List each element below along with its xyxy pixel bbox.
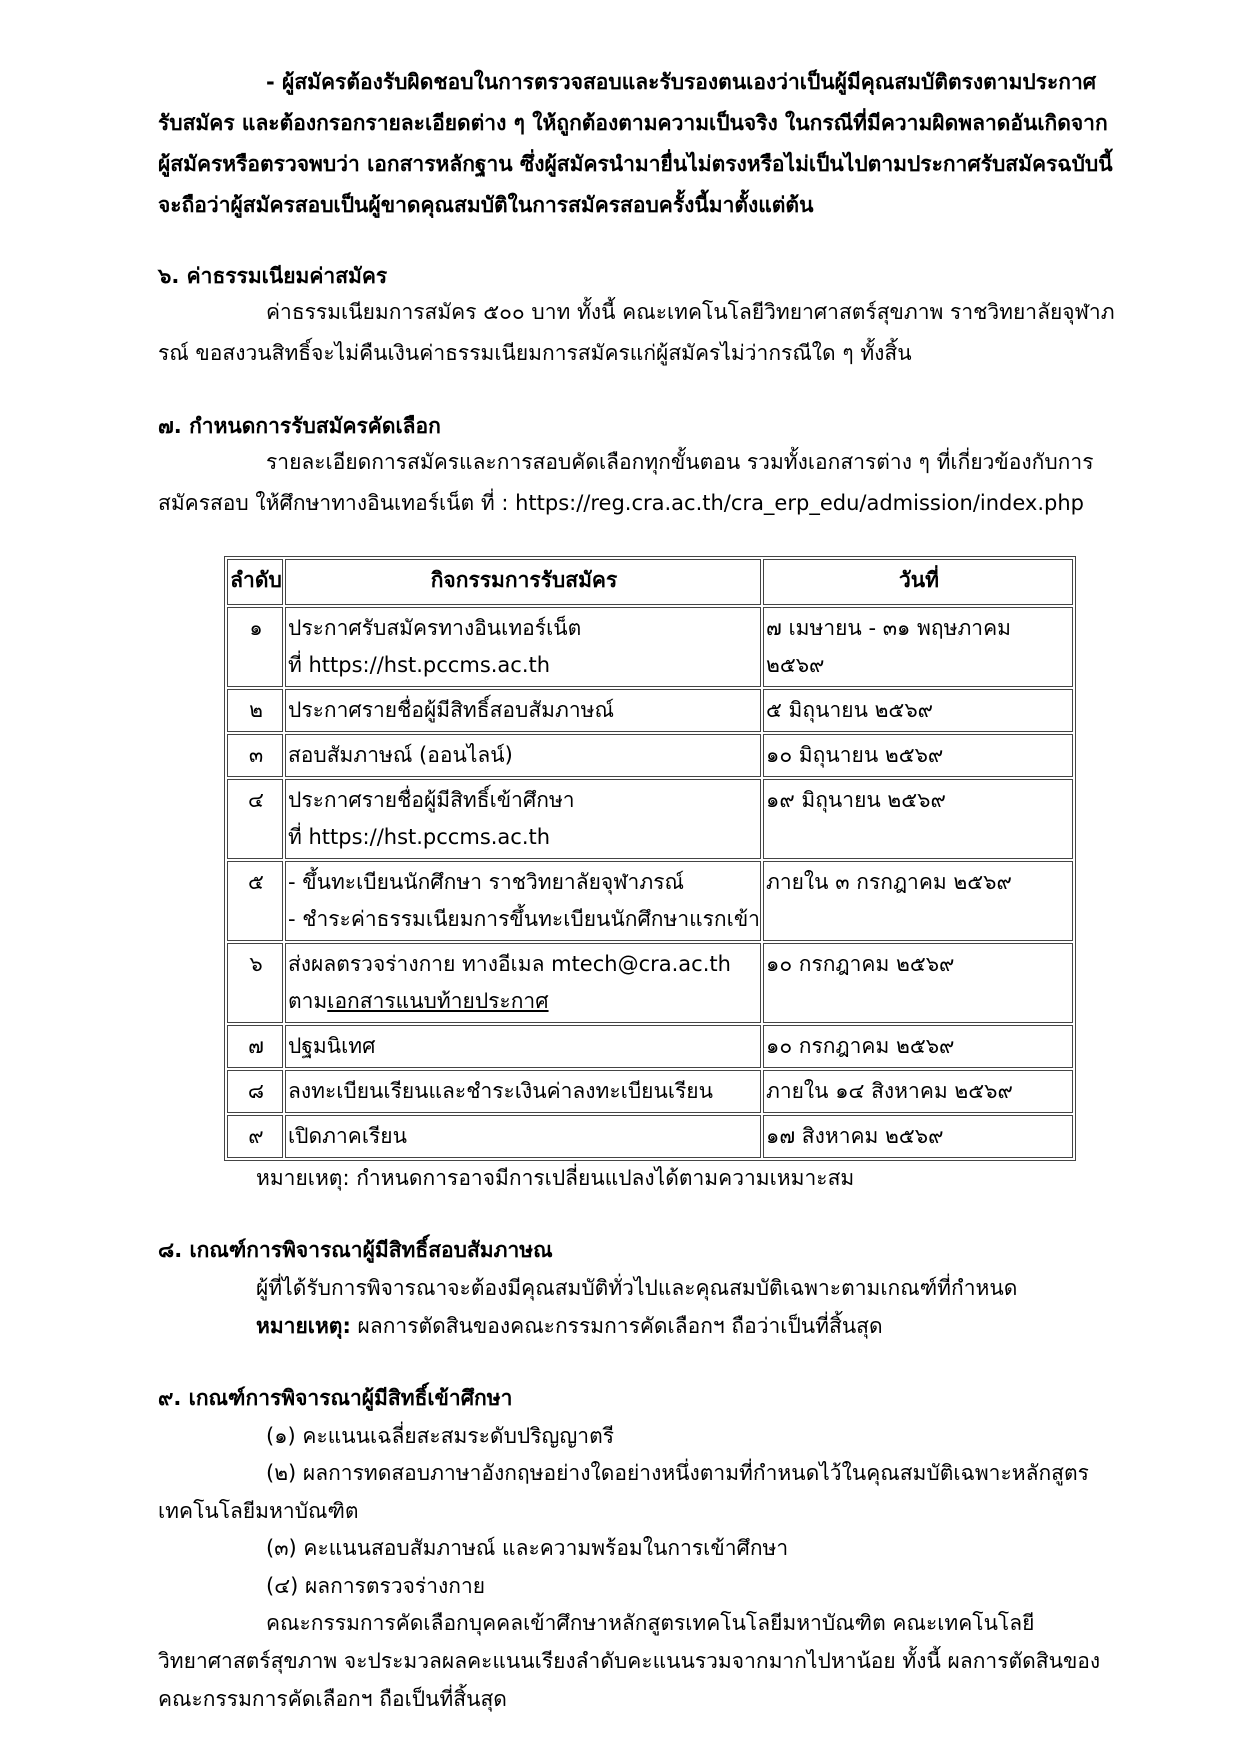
header-no: ลำดับ [227, 559, 283, 605]
activity-line: ที่ https://hst.pccms.ac.th [287, 653, 551, 677]
activity-prefix: ตาม [287, 989, 328, 1013]
row-date: ๑๐ กรกฎาคม ๒๕๖๙ [763, 943, 1073, 1023]
row-activity [285, 1115, 761, 1158]
row-date: ๗ เมษายน - ๓๑ พฤษภาคม ๒๕๖๙ [763, 607, 1073, 687]
section9-item-3: (๓) คะแนนสอบสัมภาษณ์ และความพร้อมในการเข้าศึกษา [266, 1536, 789, 1560]
table-header-row [227, 559, 1073, 605]
table-row [227, 779, 1073, 859]
row-activity [285, 607, 761, 687]
activity-line: ประกาศรับสมัครทางอินเทอร์เน็ต [287, 616, 582, 640]
row-date: ภายใน ๑๔ สิงหาคม ๒๕๖๙ [763, 1070, 1073, 1113]
section8-body: ผู้ที่ได้รับการพิจารณาจะต้องมีคุณสมบัติทั่วไปและคุณสมบัติเฉพาะตามเกณฑ์ที่กำหนด [256, 1276, 1018, 1300]
row-no: ๙ [227, 1115, 283, 1158]
section6-body: ค่าธรรมเนียมการสมัคร ๕๐๐ บาท ทั้งนี้ คณะเทคโนโลยีวิทยาศาสตร์สุขภาพ ราชวิทยาลัยจุฬาภรณ์ ขอสงวนสิทธิ์จะไม่คืนเงินค่าธรรมเนียมการสมัครแก่ผู้สมัครไม่ว่ากรณีใด ๆ ทั้งสิ้น [158, 300, 1115, 365]
note-label: หมายเหตุ: [256, 1314, 351, 1338]
row-activity [285, 779, 761, 859]
section6-heading: ๖. ค่าธรรมเนียมค่าสมัคร [158, 264, 388, 288]
row-no: ๔ [227, 779, 283, 859]
row-activity [285, 1070, 761, 1113]
attachment-link[interactable]: เอกสารแนบท้ายประกาศ [327, 989, 549, 1013]
activity-line: ประกาศรายชื่อผู้มีสิทธิ์สอบสัมภาษณ์ [287, 698, 614, 722]
section7-body: รายละเอียดการสมัครและการสอบคัดเลือกทุกขั้นตอน รวมทั้งเอกสารต่าง ๆ ที่เกี่ยวข้องกับการสมัครสอบ ให้ศึกษาทางอินเทอร์เน็ต ที่ : https://reg.cra.ac.th/cra_erp_edu/admission/index.php [158, 450, 1094, 515]
table-note: หมายเหตุ: กำหนดการอาจมีการเปลี่ยนแปลงได้ตามความเหมาะสม [256, 1166, 855, 1190]
table-row [227, 689, 1073, 732]
activity-line [288, 983, 760, 1020]
activity-line: ส่งผลตรวจร่างกาย ทางอีเมล mtech@cra.ac.th [287, 952, 731, 976]
intro-paragraph: - ผู้สมัครต้องรับผิดชอบในการตรวจสอบและรับรองตนเองว่าเป็นผู้มีคุณสมบัติตรงตามประกาศรับสมัคร และต้องกรอกรายละเอียดต่าง ๆ ให้ถูกต้องตามความเป็นจริง ในกรณีที่มีความผิดพลาดอันเกิดจากผู้สมัครหรือตรวจพบว่า เอกสารหลักฐาน ซึ่งผู้สมัครนำมายื่นไม่ตรงหรือไม่เป็นไปตามประกาศรับสมัครฉบับนี้ จะถือว่าผู้สมัครสอบเป็นผู้ขาดคุณสมบัติในการสมัครสอบครั้งนี้มาตั้งแต่ต้น [158, 70, 1113, 217]
row-no: ๑ [227, 607, 283, 687]
row-no: ๓ [227, 734, 283, 777]
table-row [227, 861, 1073, 941]
section9-item-4: (๔) ผลการตรวจร่างกาย [266, 1574, 486, 1598]
table-row [227, 1025, 1073, 1068]
activity-line: เปิดภาคเรียน [287, 1124, 407, 1148]
section9-item-2: (๒) ผลการทดสอบภาษาอังกฤษอย่างใดอย่างหนึ่งตามที่กำหนดไว้ในคุณสมบัติเฉพาะหลักสูตรเทคโนโลยีมหาบัณฑิต [158, 1461, 1089, 1523]
row-no: ๒ [227, 689, 283, 732]
section9-closing: คณะกรรมการคัดเลือกบุคคลเข้าศึกษาหลักสูตรเทคโนโลยีมหาบัณฑิต คณะเทคโนโลยีวิทยาศาสตร์สุขภาพ จะประมวลผลคะแนนเรียงลำดับคะแนนรวมจากมากไปหาน้อย ทั้งนี้ ผลการตัดสินของคณะกรรมการคัดเลือกฯ ถือเป็นที่สิ้นสุด [158, 1611, 1101, 1711]
row-date: ๑๐ กรกฎาคม ๒๕๖๙ [763, 1025, 1073, 1068]
section7-heading: ๗. กำหนดการรับสมัครคัดเลือก [158, 414, 441, 438]
row-activity [285, 943, 761, 1023]
table-row [227, 734, 1073, 777]
row-date: ๑๗ สิงหาคม ๒๕๖๙ [763, 1115, 1073, 1158]
row-no: ๕ [227, 861, 283, 941]
row-activity [285, 689, 761, 732]
activity-line: ลงทะเบียนเรียนและชำระเงินค่าลงทะเบียนเรียน [287, 1079, 713, 1103]
section8-note [256, 1308, 883, 1344]
activity-line: สอบสัมภาษณ์ (ออนไลน์) [287, 743, 513, 767]
table-row [227, 1115, 1073, 1158]
header-date: วันที่ [763, 559, 1073, 605]
activity-line: ปฐมนิเทศ [287, 1034, 376, 1058]
section9-item-1: (๑) คะแนนเฉลี่ยสะสมระดับปริญญาตรี [266, 1424, 615, 1448]
row-no: ๘ [227, 1070, 283, 1113]
row-activity [285, 734, 761, 777]
row-date: ๑๙ มิถุนายน ๒๕๖๙ [763, 779, 1073, 859]
schedule-table [224, 556, 1076, 1161]
activity-line: ประกาศรายชื่อผู้มีสิทธิ์เข้าศึกษา [287, 788, 575, 812]
row-activity [285, 861, 761, 941]
header-activity: กิจกรรมการรับสมัคร [285, 559, 761, 605]
row-date: ๕ มิถุนายน ๒๕๖๙ [763, 689, 1073, 732]
activity-line: - ชำระค่าธรรมเนียมการขึ้นทะเบียนนักศึกษาแรกเข้า [287, 907, 760, 931]
activity-line: - ขึ้นทะเบียนนักศึกษา ราชวิทยาลัยจุฬาภรณ์ [287, 870, 684, 894]
row-date: ๑๐ มิถุนายน ๒๕๖๙ [763, 734, 1073, 777]
row-no: ๗ [227, 1025, 283, 1068]
note-text: ผลการตัดสินของคณะกรรมการคัดเลือกฯ ถือว่าเป็นที่สิ้นสุด [350, 1314, 883, 1338]
table-row [227, 943, 1073, 1023]
row-no: ๖ [227, 943, 283, 1023]
section8-heading: ๘. เกณฑ์การพิจารณาผู้มีสิทธิ์สอบสัมภาษณ [158, 1238, 553, 1262]
table-row [227, 607, 1073, 687]
activity-line: ที่ https://hst.pccms.ac.th [287, 825, 551, 849]
row-activity [285, 1025, 761, 1068]
row-date: ภายใน ๓ กรกฎาคม ๒๕๖๙ [763, 861, 1073, 941]
section9-heading: ๙. เกณฑ์การพิจารณาผู้มีสิทธิ์เข้าศึกษา [158, 1386, 513, 1410]
table-row [227, 1070, 1073, 1113]
